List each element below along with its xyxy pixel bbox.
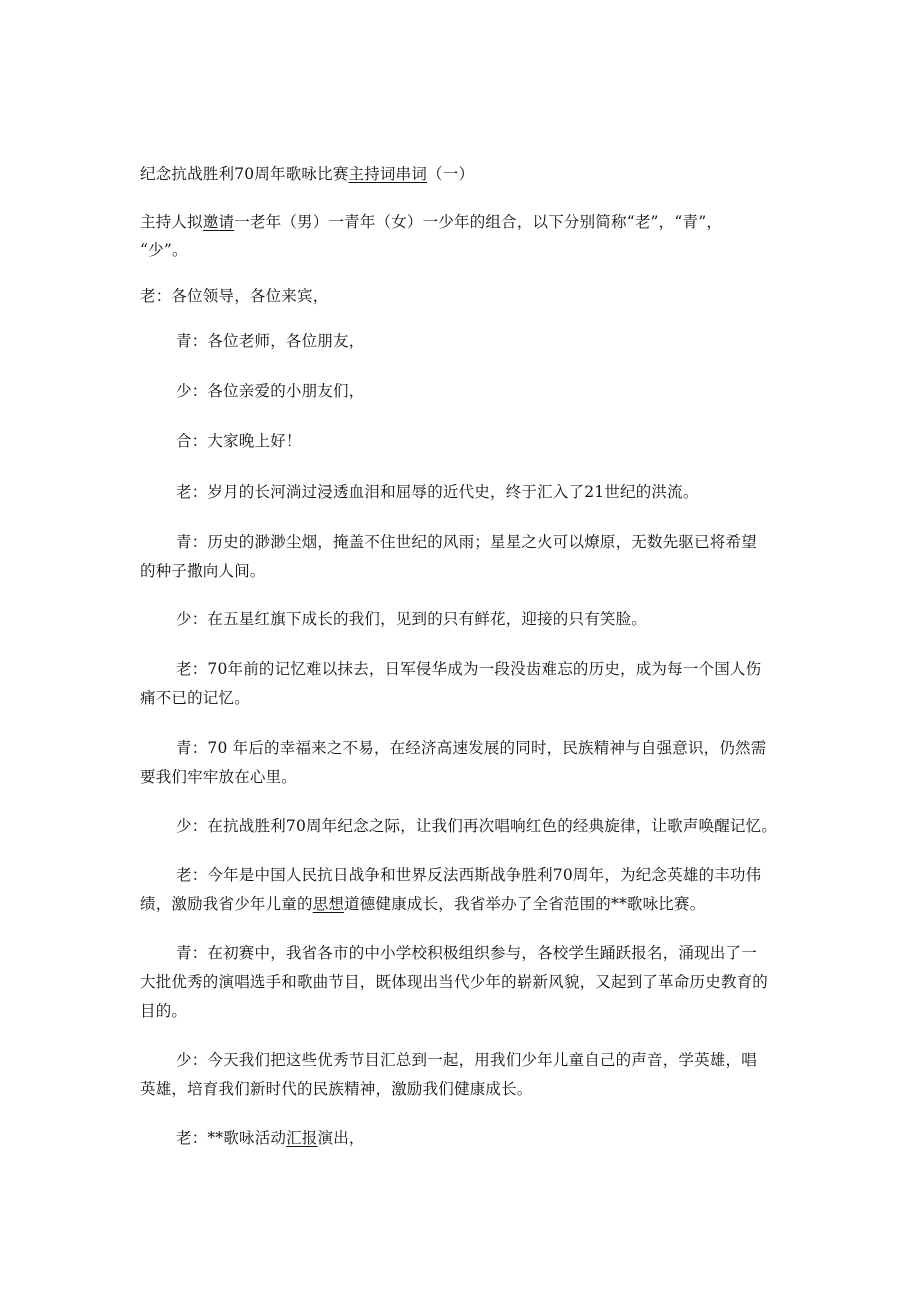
intro-paragraph-line-1 xyxy=(140,208,790,236)
script-line: 青：各位老师，各位朋友， xyxy=(176,332,365,350)
intro-text-cont: 一老年（男）一青年（女）一少年的组合，以下分别简称“老”，“青”， xyxy=(234,213,723,231)
script-line: 青：历史的渺渺尘烟，掩盖不住世纪的风雨；星星之火可以燎原，无数先驱已将希望 xyxy=(176,533,757,551)
script-line: 少：各位亲爱的小朋友们， xyxy=(176,382,365,400)
script-line: 青：70 年后的幸福来之不易，在经济高速发展的同时，民族精神与自强意识，仍然需 xyxy=(176,739,767,757)
script-line: 青：在初赛中，我省各市的中小学校积极组织参与，各校学生踊跃报名，涌现出了一 xyxy=(176,944,757,962)
intro-paragraph-line-2: “少”。 xyxy=(140,241,188,259)
script-line: 老：各位领导，各位来宾， xyxy=(140,287,329,305)
title-suffix: （一） xyxy=(427,165,475,183)
title-link[interactable]: 主持词串词 xyxy=(348,165,428,183)
script-line-cont: 的种子撒向人间。 xyxy=(140,562,266,580)
script-line-cont: 大批优秀的演唱选手和歌曲节目，既体现出当代少年的崭新风貌，又起到了革命历史教育的 xyxy=(140,973,769,991)
script-line-cont: 痛不已的记忆。 xyxy=(140,689,250,707)
page-title xyxy=(140,160,790,188)
script-link[interactable]: 思想 xyxy=(312,895,345,913)
intro-link[interactable]: 邀请 xyxy=(202,213,235,231)
script-text: 绩，激励我省少年儿童的 xyxy=(140,895,313,913)
script-text-cont: 演出， xyxy=(317,1129,365,1147)
script-line: 少：在抗战胜利70周年纪念之际，让我们再次唱响红色的经典旋律，让歌声唤醒记忆。 xyxy=(176,817,778,835)
script-line-cont xyxy=(140,890,790,918)
script-line: 老：70年前的记忆难以抹去，日军侵华成为一段没齿难忘的历史，成为每一个国人伤 xyxy=(176,660,762,678)
script-line-cont: 要我们牢牢放在心里。 xyxy=(140,768,298,786)
script-text-cont: 道德健康成长，我省举办了全省范围的**歌咏比赛。 xyxy=(344,895,706,913)
script-line xyxy=(176,1124,790,1152)
script-text: 老：**歌咏活动 xyxy=(176,1129,287,1147)
script-line-cont: 英雄，培育我们新时代的民族精神，激励我们健康成长。 xyxy=(140,1080,533,1098)
script-line: 少：今天我们把这些优秀节目汇总到一起，用我们少年儿童自己的声音，学英雄，唱 xyxy=(176,1051,757,1069)
intro-text: 主持人拟 xyxy=(140,213,203,231)
script-line: 老：岁月的长河淌过浸透血泪和屈辱的近代史，终于汇入了21世纪的洪流。 xyxy=(176,483,699,501)
script-line: 老：今年是中国人民抗日战争和世界反法西斯战争胜利70周年，为纪念英雄的丰功伟 xyxy=(176,866,762,884)
script-line: 少：在五星红旗下成长的我们，见到的只有鲜花，迎接的只有笑脸。 xyxy=(176,610,648,628)
script-link[interactable]: 汇报 xyxy=(286,1129,318,1147)
title-text: 纪念抗战胜利70周年歌咏比赛 xyxy=(140,165,349,183)
script-line-cont: 目的。 xyxy=(140,1002,188,1020)
script-line: 合：大家晚上好！ xyxy=(176,432,302,450)
